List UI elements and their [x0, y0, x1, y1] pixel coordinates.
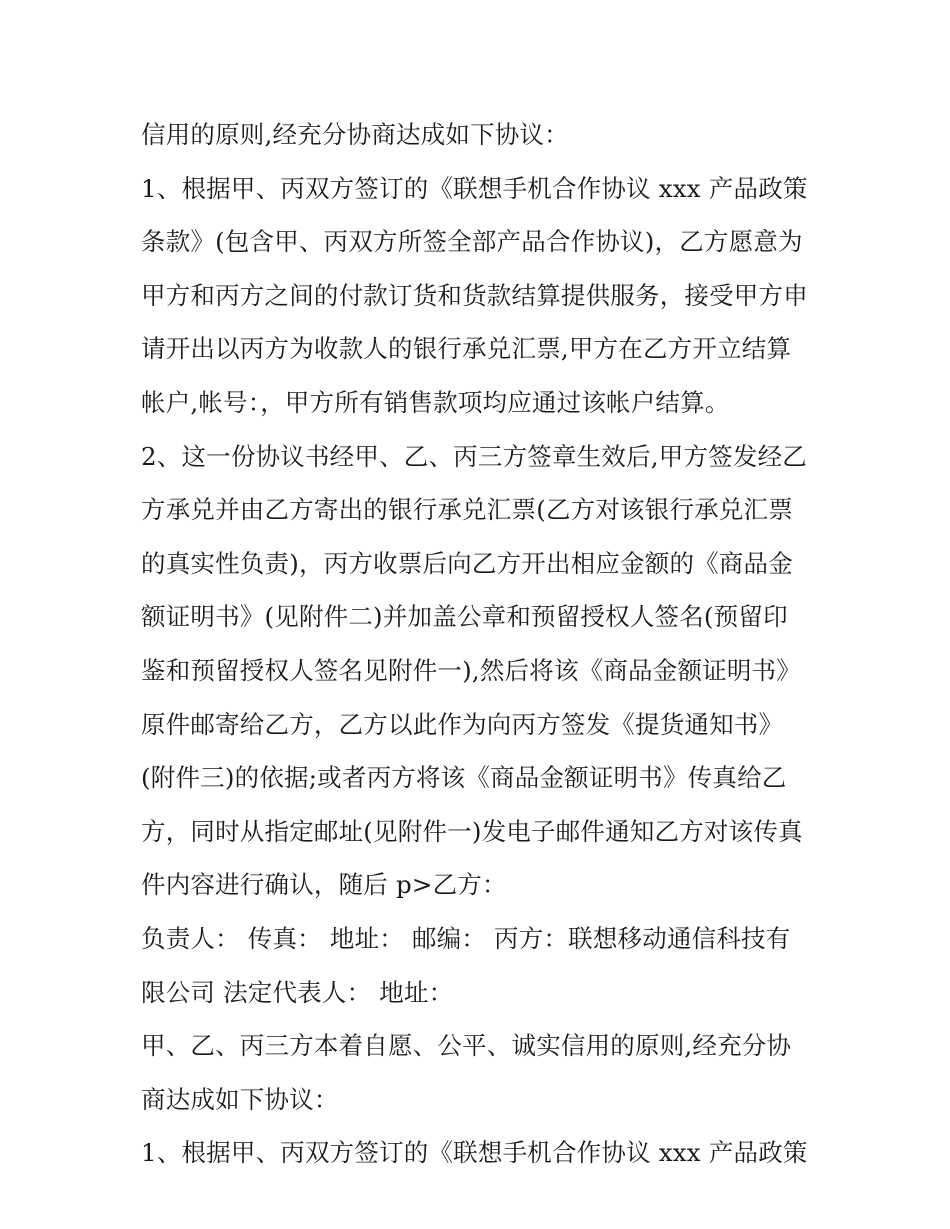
text-line: 信用的原则,经充分协商达成如下协议： [141, 120, 569, 149]
text-line: (附件三)的依据;或者丙方将该《商品金额证明书》传真给乙 [141, 763, 787, 793]
text-line: 2、这一份协议书经甲、乙、丙三方签章生效后,甲方签发经乙 [141, 441, 807, 471]
text-line: 方，同时从指定邮址(见附件一)发电子邮件通知乙方对该传真 [141, 816, 803, 846]
text-line: 的真实性负责)，丙方收票后向乙方开出相应金额的《商品金 [141, 548, 793, 578]
document-body [141, 108, 821, 1180]
text-line: 额证明书》(见附件二)并加盖公章和预留授权人签名(预留印 [141, 602, 788, 632]
text-line: 鉴和预留授权人签名见附件一),然后将该《商品金额证明书》 [141, 655, 801, 685]
text-line: 条款》(包含甲、丙双方所签全部产品合作协议)，乙方愿意为 [141, 227, 803, 257]
text-line: 件内容进行确认，随后 p>乙方： [141, 870, 507, 900]
text-line: 请开出以丙方为收款人的银行承兑汇票,甲方在乙方开立结算 [141, 334, 792, 364]
text-line: 方承兑并由乙方寄出的银行承兑汇票(乙方对该银行承兑汇票 [141, 495, 793, 525]
text-line: 限公司 法定代表人： 地址： [141, 977, 454, 1007]
text-line: 甲、乙、丙三方本着自愿、公平、诚实信用的原则,经充分协 [141, 1031, 792, 1061]
text-line: 商达成如下协议： [141, 1084, 339, 1114]
text-line: 帐户,帐号：，甲方所有销售款项均应通过该帐户结算。 [141, 387, 730, 417]
text-line: 甲方和丙方之间的付款订货和货款结算提供服务，接受甲方申 [141, 280, 808, 310]
text-line: 1、根据甲、丙双方签订的《联想手机合作协议 xxx 产品政策 [141, 1138, 808, 1168]
text-line: 1、根据甲、丙双方签订的《联想手机合作协议 xxx 产品政策 [141, 173, 808, 203]
text-line: 原件邮寄给乙方，乙方以此作为向丙方签发《提货通知书》 [141, 709, 784, 739]
text-line: 负责人： 传真： 地址： 邮编： 丙方：联想移动通信科技有 [141, 923, 791, 953]
